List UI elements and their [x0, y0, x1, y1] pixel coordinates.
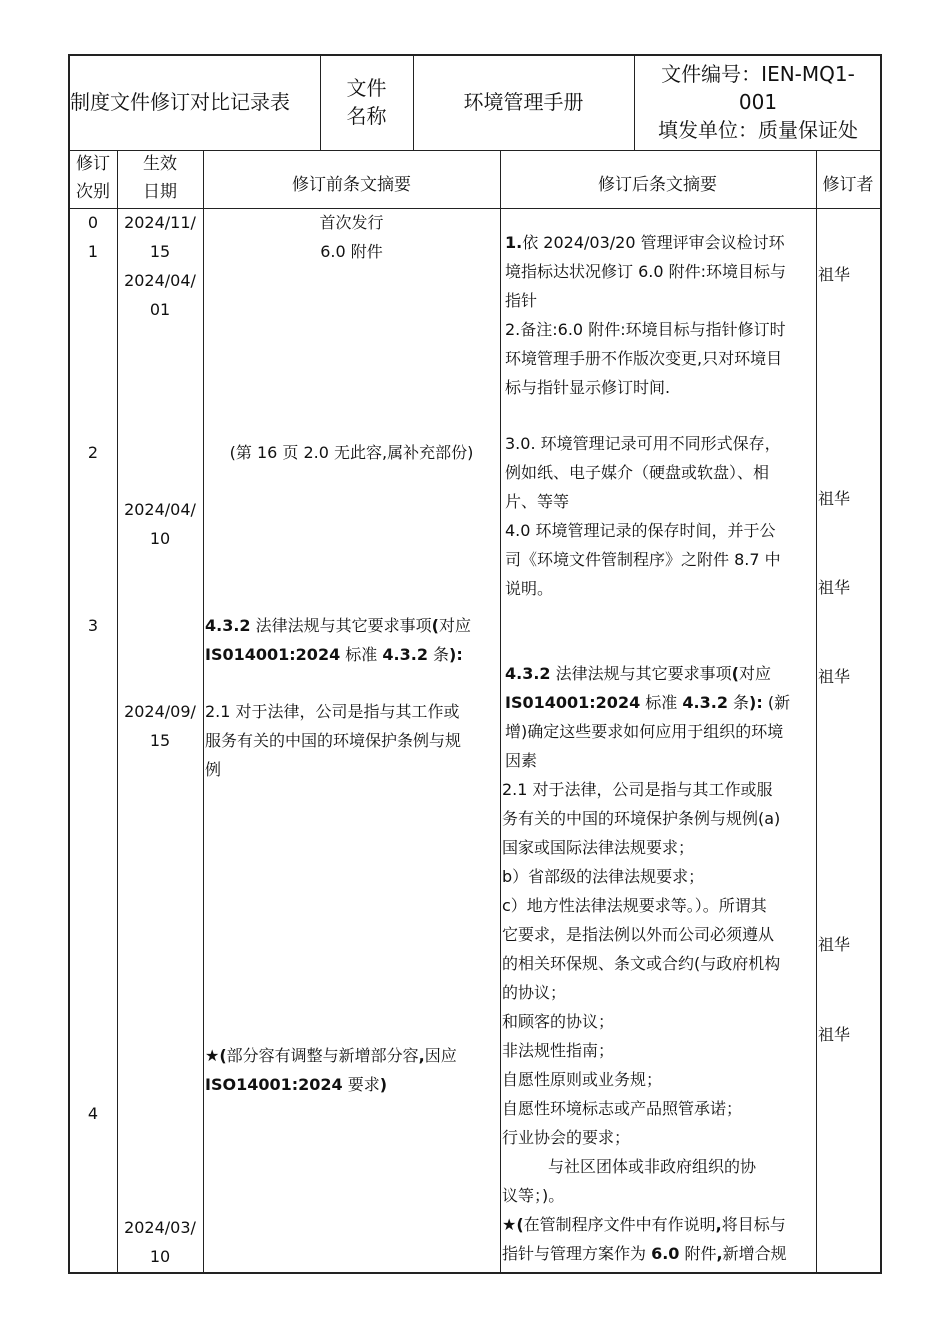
- after-list-item: 它要求，是指法例以外而公司必须遵从: [502, 925, 775, 944]
- after-text: 增)确定这些要求如何应用于组织的环境: [505, 722, 784, 741]
- after-list-item: 国家或国际法律法规要求；: [502, 838, 695, 857]
- after-text: 片、等等: [505, 492, 570, 511]
- clause-no: 4.3.2: [505, 664, 551, 683]
- divider: [634, 56, 635, 150]
- col-eff-date-line: 生效: [143, 154, 177, 174]
- after-list-item: 与社区团体或非政府组织的协: [548, 1157, 757, 1176]
- after-heading: [505, 688, 790, 717]
- doc-name: 环境管理手册: [463, 90, 584, 114]
- after-list-item: 务有关的中国的环境保护条例与规例(a): [502, 809, 781, 828]
- effective-date: [117, 208, 203, 324]
- date-line: 15: [149, 731, 171, 750]
- before-text: 法律法规与其它要求事项: [250, 616, 432, 635]
- after-text-span: (新: [762, 693, 791, 712]
- after-text: 3.0. 环境管理记录可用不同形式保存，: [505, 434, 781, 453]
- effective-date: [117, 697, 203, 755]
- doc-name-label-line: 名称: [346, 104, 387, 128]
- clause-no: 4.3.2: [682, 693, 728, 712]
- paren: (: [731, 664, 739, 683]
- issuer: 填发单位：质量保证处: [658, 118, 858, 142]
- after-row-1: [505, 228, 786, 402]
- after-text: [505, 228, 786, 257]
- after-text: 例如纸、电子媒介（硬盘或软盘）、相: [505, 463, 770, 482]
- date-line: 2024/03/: [124, 1218, 196, 1237]
- effective-date: [117, 495, 203, 553]
- before-text: 首次发行: [319, 213, 384, 232]
- after-text-span: 对应: [738, 664, 771, 683]
- before-text: 2.1 对于法律，公司是指与其工作或: [205, 702, 460, 721]
- col-rev-no-line: 次别: [76, 182, 110, 202]
- date-line: 15: [149, 242, 171, 261]
- before-heading: [205, 640, 471, 669]
- before-note: [205, 1070, 457, 1099]
- section-no: 6.0: [651, 1244, 680, 1263]
- before-text: 例: [205, 760, 222, 779]
- after-text: 2.备注:6.0 附件:环境目标与指针修订时: [505, 320, 786, 339]
- paren: ):: [449, 645, 463, 664]
- before-text: 因应: [424, 1046, 457, 1065]
- after-note: [502, 1210, 787, 1239]
- before-row-3: [205, 611, 471, 669]
- reviser: 祖华: [818, 265, 851, 284]
- col-eff-date: [117, 150, 203, 206]
- comma: ,: [716, 1244, 723, 1263]
- after-text-span: 将目标与: [721, 1215, 786, 1234]
- doc-info: [636, 60, 880, 144]
- after-list-item: 议等；)。: [502, 1186, 565, 1205]
- after-heading: [505, 659, 790, 688]
- standard-no: ISO14001:2024: [205, 1075, 343, 1094]
- star-mark: ★(: [502, 1215, 524, 1234]
- date-line: 2024/04/: [124, 271, 196, 290]
- after-text-span: 指针与管理方案作为: [502, 1244, 652, 1263]
- after-note: [502, 1239, 787, 1268]
- col-rev-no: [70, 150, 116, 206]
- after-list-item: 自愿性原则或业务规；: [502, 1070, 663, 1089]
- before-text: 服务有关的中国的环境保护条例与规: [205, 731, 462, 750]
- before-heading: [205, 611, 471, 640]
- before-text: 标准: [340, 645, 383, 664]
- after-list-item: 的协议；: [502, 983, 567, 1002]
- paren: ):: [749, 693, 763, 712]
- after-text: 司《环境文件管制程序》之附件 8.7 中: [505, 550, 781, 569]
- after-row-3: [505, 659, 790, 775]
- reviser: 祖华: [818, 578, 851, 597]
- rev-number: 1: [87, 242, 99, 261]
- after-text: 说明。: [505, 579, 554, 598]
- reviser: 祖华: [818, 667, 851, 686]
- before-text: 对应: [438, 616, 471, 635]
- clause-no: 4.3.2: [205, 616, 251, 635]
- after-list-item: b）省部级的法律法规要求；: [502, 867, 705, 886]
- after-text-span: 依 2024/03/20 管理评审会议检讨环: [522, 233, 785, 252]
- after-text-span: 法律法规与其它要求事项: [550, 664, 732, 683]
- date-line: 2024/04/: [124, 500, 196, 519]
- after-list-item: 自愿性环境标志或产品照管承诺；: [502, 1099, 743, 1118]
- reviser: 祖华: [818, 489, 851, 508]
- doc-name-label-line: 文件: [346, 76, 387, 100]
- after-row-2: [505, 429, 781, 603]
- after-row-3-list: [502, 775, 787, 1268]
- record-title: 制度文件修订对比记录表: [70, 90, 290, 114]
- after-text: 环境管理手册不作版次变更,只对环境目: [505, 349, 783, 368]
- paren: (: [431, 616, 439, 635]
- before-text: 要求: [342, 1075, 380, 1094]
- comma: ,: [715, 1215, 722, 1234]
- col-before: 修订前条文摘要: [292, 175, 411, 195]
- reviser: 祖华: [818, 935, 851, 954]
- before-row-1: [203, 208, 500, 266]
- after-text-span: 附件: [679, 1244, 717, 1263]
- after-text-span: 条: [727, 693, 750, 712]
- date-line: 2024/11/: [124, 213, 196, 232]
- before-text: 部分容有调整与新增部分容: [226, 1046, 419, 1065]
- before-note: [205, 1041, 457, 1070]
- rev-number: 4: [87, 1104, 99, 1123]
- col-reviser: 修订者: [822, 175, 874, 195]
- after-text-span: 标准: [640, 693, 683, 712]
- doc-number-cont: 001: [738, 90, 778, 114]
- standard-no: IS014001:2024: [205, 645, 341, 664]
- col-eff-date-line: 日期: [143, 182, 177, 202]
- date-line: 10: [149, 529, 171, 548]
- after-text: 标与指针显示修订时间.: [505, 378, 671, 397]
- doc-number: 文件编号：IEN-MQ1-: [661, 62, 855, 86]
- date-line: 10: [149, 1247, 171, 1266]
- effective-date: [117, 1213, 203, 1271]
- paren: ): [379, 1075, 388, 1094]
- after-list-item: 和顾客的协议；: [502, 1012, 615, 1031]
- after-list-item: 非法规性指南；: [502, 1041, 615, 1060]
- col-after: 修订后条文摘要: [598, 175, 717, 195]
- divider: [816, 150, 817, 1274]
- star-mark: ★(: [205, 1046, 227, 1065]
- rev-number: 0: [87, 213, 99, 232]
- comma: ,: [418, 1046, 425, 1065]
- divider: [500, 150, 501, 1274]
- after-text: 4.0 环境管理记录的保存时间，并于公: [505, 521, 776, 540]
- divider: [203, 150, 204, 1274]
- reviser: 祖华: [818, 1025, 851, 1044]
- doc-name-label: [320, 74, 413, 130]
- standard-no: IS014001:2024: [505, 693, 641, 712]
- before-text: 6.0 附件: [320, 242, 383, 261]
- after-text-span: 新增合规: [722, 1244, 787, 1263]
- col-rev-no-line: 修订: [76, 154, 110, 174]
- after-list-item: c）地方性法律法规要求等。）。所谓其: [502, 896, 767, 915]
- after-list-item: 2.1 对于法律，公司是指与其工作或服: [502, 780, 773, 799]
- before-row-2: (第 16 页 2.0 无此容,属补充部份): [229, 443, 474, 462]
- rev-number: 3: [87, 616, 99, 635]
- after-text-span: 在管制程序文件中有作说明: [523, 1215, 716, 1234]
- after-text: 因素: [505, 751, 538, 770]
- after-list-item: 的相关环保规、条文或合约(与政府机构: [502, 954, 781, 973]
- after-list-item: 行业协会的要求；: [502, 1128, 631, 1147]
- item-no: 1.: [505, 233, 523, 252]
- before-row-3-body: [205, 697, 461, 784]
- after-text: 境指标达状况修订 6.0 附件:环境目标与: [505, 262, 787, 281]
- after-text: 指针: [505, 291, 538, 310]
- date-line: 2024/09/: [124, 702, 196, 721]
- clause-no: 4.3.2: [382, 645, 428, 664]
- before-row-4: [205, 1041, 457, 1099]
- before-text: 条: [427, 645, 450, 664]
- date-line: 01: [149, 300, 171, 319]
- rev-number: 2: [87, 443, 99, 462]
